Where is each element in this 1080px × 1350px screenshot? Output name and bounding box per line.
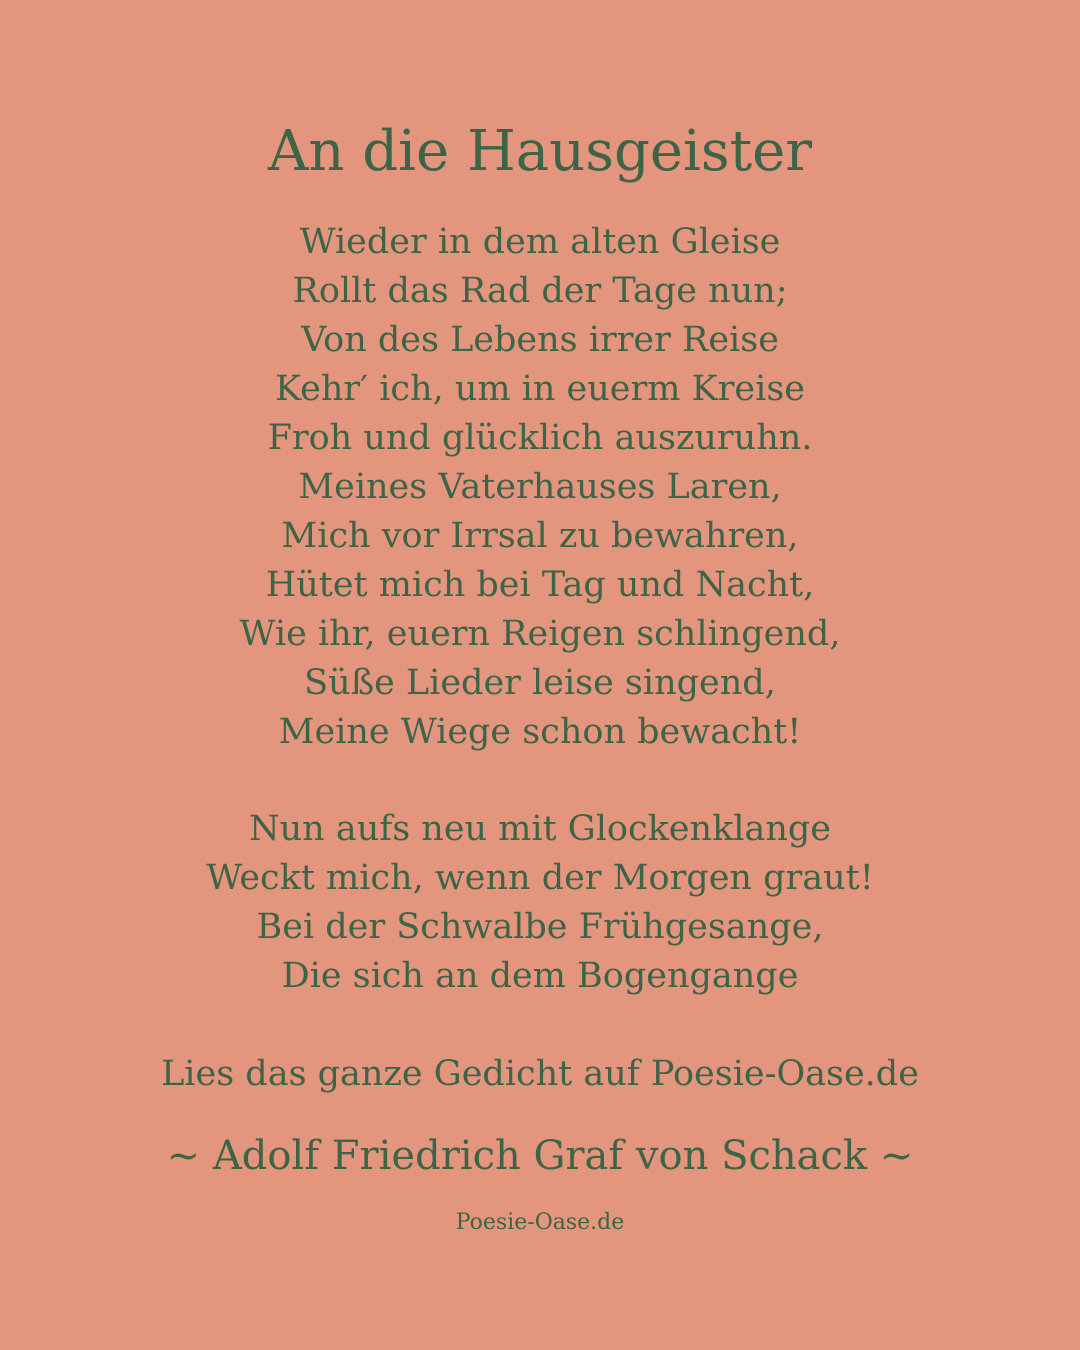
poem-line: Froh und glücklich auszuruhn. <box>267 418 813 458</box>
poem-line: Mich vor Irrsal zu bewahren, <box>281 516 799 556</box>
site-watermark: Poesie-Oase.de <box>455 1210 625 1235</box>
poem-line: Hütet mich bei Tag und Nacht, <box>265 565 815 605</box>
poem-line: Kehr′ ich, um in euerm Kreise <box>274 369 806 409</box>
poem-line: Meine Wiege schon bewacht! <box>278 712 802 752</box>
poem-line: Bei der Schwalbe Frühgesange, <box>256 907 824 947</box>
poem-line: Meines Vaterhauses Laren, <box>298 467 782 507</box>
poem-line: Rollt das Rad der Tage nun; <box>292 271 788 311</box>
read-full-poem-text: Lies das ganze Gedicht auf Poesie-Oase.de <box>161 1054 919 1094</box>
poem-title: An die Hausgeister <box>267 119 813 184</box>
stanza-1 <box>0 218 1080 757</box>
poem-line: Wie ihr, euern Reigen schlingend, <box>239 614 841 654</box>
stanza-2 <box>0 805 1080 1001</box>
poem-line: Von des Lebens irrer Reise <box>301 320 779 360</box>
poem-author: ~ Adolf Friedrich Graf von Schack ~ <box>166 1133 914 1179</box>
poem-line: Die sich an dem Bogengange <box>281 956 799 996</box>
poem-line: Nun aufs neu mit Glockenklange <box>249 809 831 849</box>
poem-line: Wieder in dem alten Gleise <box>299 222 781 262</box>
poem-line: Weckt mich, wenn der Morgen graut! <box>206 858 874 898</box>
poem-line: Süße Lieder leise singend, <box>304 663 776 703</box>
